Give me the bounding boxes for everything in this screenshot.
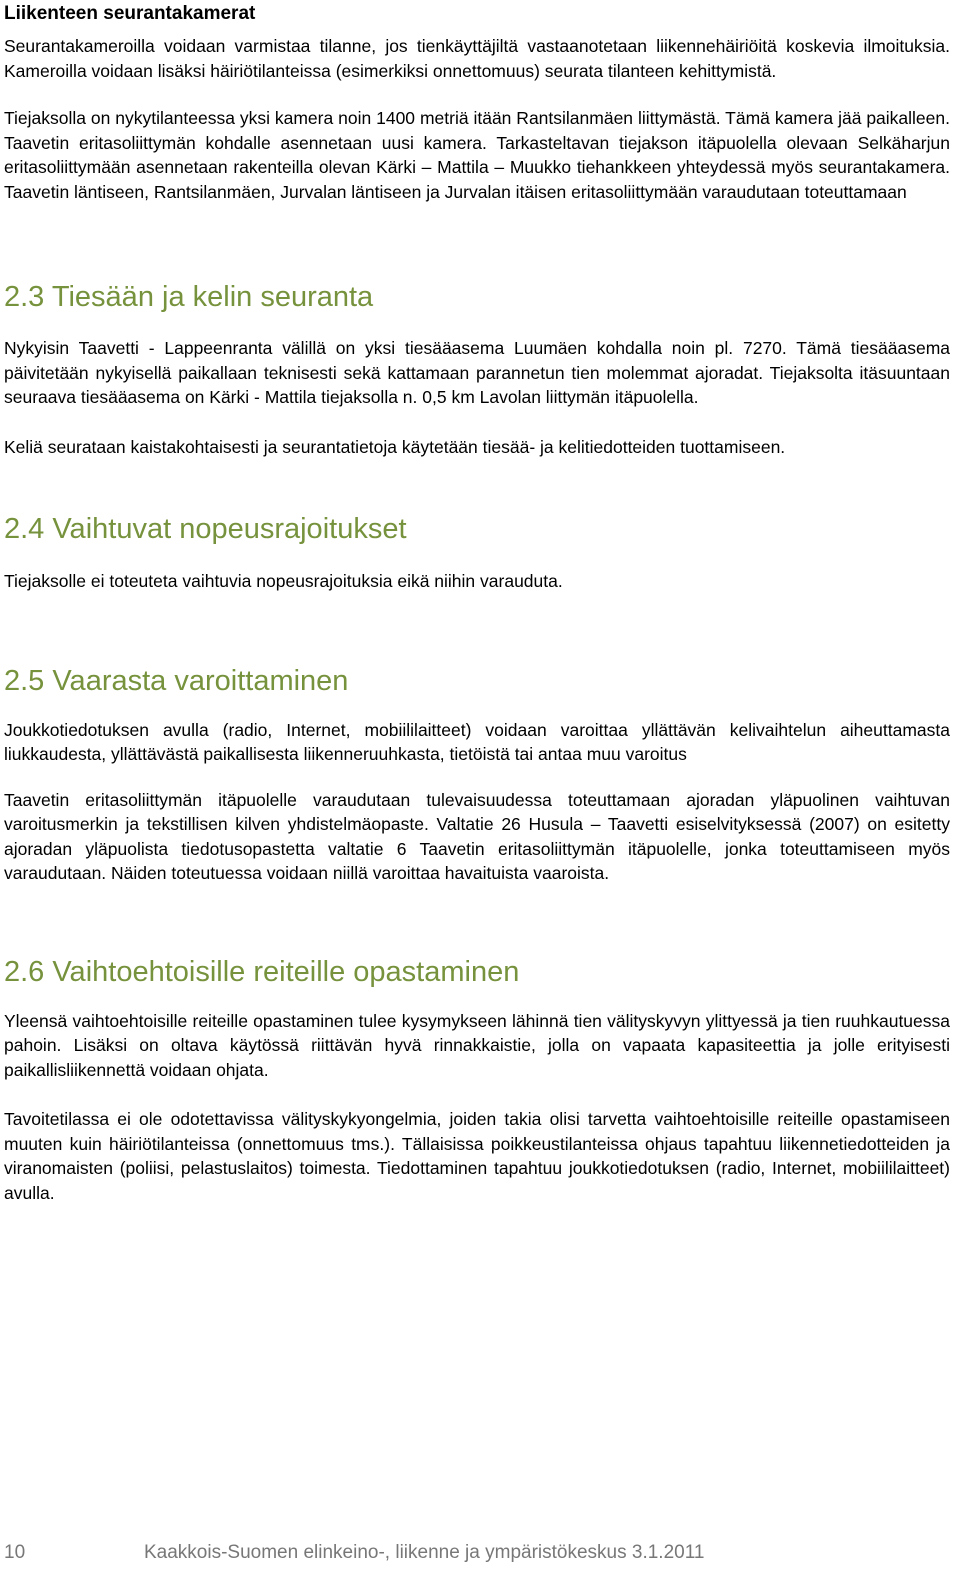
document-page [4,0,950,1205]
section-heading-cameras: Liikenteen seurantakamerat [4,3,256,24]
paragraph-cameras-1: Seurantakameroilla voidaan varmistaa tilanne, jos tienkäyttäjiltä vastaanotetaan liikennehäiriöitä koskevia ilmoituksia. Kameroilla voidaan lisäksi häiriötilanteissa (esimerkiksi onnettomuus) seurata tilanteen kehittymistä. [4,36,950,81]
section-heading-2-4: 2.4 Vaihtuvat nopeusrajoitukset [4,513,407,545]
page-number: 10 [4,1542,26,1563]
paragraph-2-5-2: Taavetin eritasoliittymän itäpuolelle varaudutaan tulevaisuudessa toteuttamaan ajoradan yläpuolinen vaihtuvan varoitusmerkin ja tekstillisen kilven yhdistelmäopaste. Valtatie 26 Husula – Taavetti esiselvityksessä (2007) on esitetty ajoradan yläpuolista tiedotusopastetta valtatie 6 Taavetin eritasoliittymän itäpuolelle, jonka toteuttamiseen myös varaudutaan. Näiden toteutuessa voidaan niillä varoittaa havaituista vaaroista. [4,789,950,883]
paragraph-2-6-1: Yleensä vaihtoehtoisille reiteille opastaminen tulee kysymykseen lähinnä tien välityskyvyn ylittyessä ja tien ruuhkautuessa pahoin. Lisäksi on oltava käytössä riittävän hyvä rinnakkaistie, jolla on vapaata kapasiteettia ja jolle erityisesti paikallisliikennettä voidaan ohjata. [4,1010,950,1080]
section-heading-2-5: 2.5 Vaarasta varoittaminen [4,664,349,697]
paragraph-2-5-1: Joukkotiedotuksen avulla (radio, Internet, mobiililaitteet) voidaan varoittaa yllättävän kelivaihtelun aiheuttamasta liukkaudesta, yllättävästä paikallisesta liikenneruuhkasta, tietöistä tai antaa muu varoitus [4,719,950,764]
footer-text: Kaakkois-Suomen elinkeino-, liikenne ja ympäristökeskus 3.1.2011 [144,1542,705,1563]
paragraph-2-6-2: Tavoitetilassa ei ole odotettavissa välityskykyongelmia, joiden takia olisi tarvetta vaihtoehtoisille reiteille opastamiseen muuten kuin häiriötilanteissa (onnettomuus tms.). Tällaisissa poikkeustilanteissa ohjaus tapahtuu liikennetiedotteiden ja viranomaisten (poliisi, pelastuslaitos) toimesta. Tiedottaminen tapahtuu joukkotiedotuksen (radio, Internet, mobiililaitteet) avulla. [4,1109,950,1203]
paragraph-2-4: Tiejaksolle ei toteuteta vaihtuvia nopeusrajoituksia eikä niihin varauduta. [4,571,563,591]
paragraph-2-3-2: Keliä seurataan kaistakohtaisesti ja seurantatietoja käytetään tiesää- ja kelitiedotteiden tuottamiseen. [4,436,786,457]
section-heading-2-6: 2.6 Vaihtoehtoisille reiteille opastaminen [4,955,520,988]
paragraph-2-3-1: Nykyisin Taavetti - Lappeenranta välillä on yksi tiesääasema Luumäen kohdalla noin pl. 7270. Tämä tiesääasema päivitetään nykyisellä paikallaan teknisesti sekä kattamaan parannetun tien molemmat ajoradat. Tiejaksolta itäsuuntaan seuraava tiesääasema on Kärki - Mattila tiejaksolla n. 0,5 km Lavolan liittymän itäpuolella. [4,338,950,407]
page-footer [4,1542,950,1564]
paragraph-cameras-2: Tiejaksolla on nykytilanteessa yksi kamera noin 1400 metriä itään Rantsilanmäen liittymästä. Tämä kamera jää paikalleen. Taavetin eritasoliittymän kohdalle asennetaan uusi kamera. Tarkasteltavan tiejakson itäpuolella olevaan Selkäharjun eritasoliittymään asennetaan rakenteilla olevan Kärki – Mattila – Muukko tiehankkeen yhteydessä myös seurantakamera. Taavetin läntiseen, Rantsilanmäen, Jurvalan läntiseen ja Jurvalan itäisen eritasoliittymään varaudutaan toteuttamaan [4,108,950,202]
section-heading-2-3: 2.3 Tiesään ja kelin seuranta [4,281,374,313]
